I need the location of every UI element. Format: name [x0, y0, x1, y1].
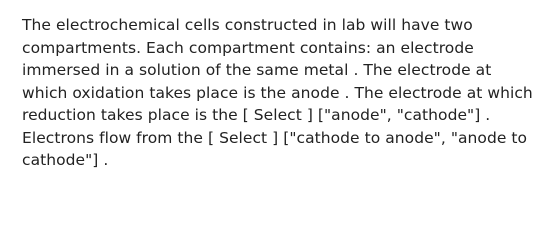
text-line: Electrons flow from the [ Select ] ["cathode to anode", "anode to [22, 128, 528, 147]
text-line: The electrochemical cells constructed in lab will have two [22, 16, 473, 34]
text-line: cathode"] . [22, 151, 109, 169]
text-line: which oxidation takes place is the anode . The electrode at which [22, 83, 533, 102]
text-line: compartments. Each compartment contains: an electrode [22, 38, 474, 57]
text-line: reduction takes place is the [ Select ] ["anode", "cathode"] . [22, 106, 491, 124]
text-line: immersed in a solution of the same metal . The electrode at [22, 61, 492, 79]
